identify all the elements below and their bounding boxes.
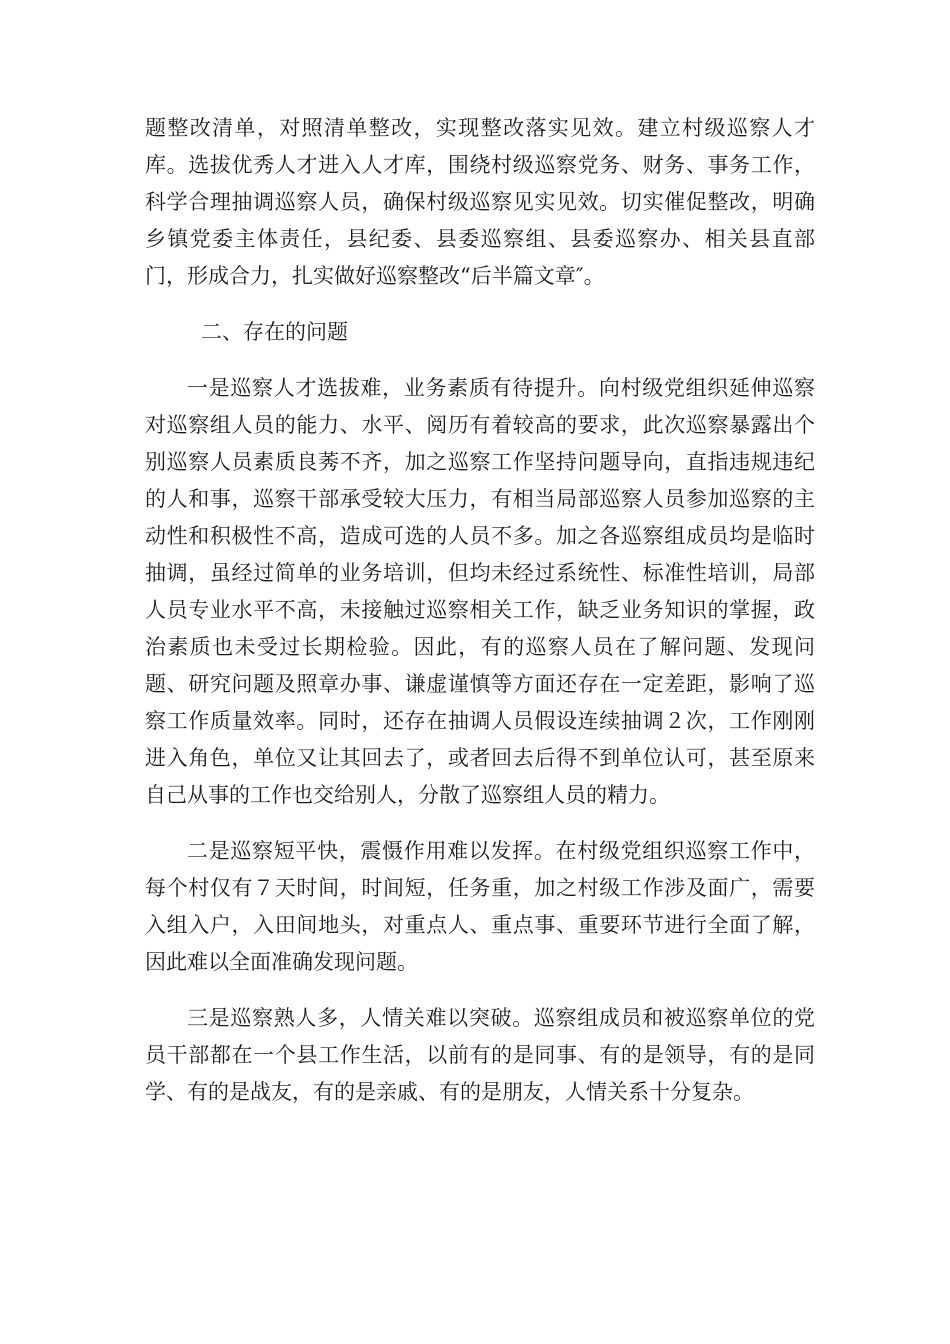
- paragraph-problem-three: 三是巡察熟人多，人情关难以突破。巡察组成员和被巡察单位的党员干部都在一个县工作生活，以前有的是同事、有的是领导，有的是同学、有的是战友，有的是亲戚、有的是朋友，人情关系十分复杂。: [145, 1006, 815, 1104]
- paragraph-problem-two: 二是巡察短平快，震慑作用难以发挥。在村级党组织巡察工作中，每个村仅有７天时间，时间短，任务重，加之村级工作涉及面广，需要入组入户，入田间地头，对重点人、重点事、重要环节进行全面了解，因此难以全面准确发现问题。: [145, 839, 815, 974]
- paragraph-problem-one: 一是巡察人才选拔难，业务素质有待提升。向村级党组织延伸巡察对巡察组人员的能力、水平、阅历有着较高的要求，此次巡察暴露出个别巡察人员素质良莠不齐，加之巡察工作坚持问题导向，直指违规违纪的人和事，巡察干部承受较大压力，有相当局部巡察人员参加巡察的主动性和积极性不高，造成可选的人员不多。加之各巡察组成员均是临时抽调，虽经过简单的业务培训，但均未经过系统性、标准性培训，局部人员专业水平不高，未接触过巡察相关工作，缺乏业务知识的掌握，政治素质也未受过长期检验。因此，有的巡察人员在了解问题、发现问题、研究问题及照章办事、谦虚谨慎等方面还存在一定差距，影响了巡察工作质量效率。同时，还存在抽调人员假设连续抽调２次，工作刚刚进入角色，单位又让其回去了，或者回去后得不到单位认可，甚至原来自己从事的工作也交给别人，分散了巡察组人员的精力。: [145, 376, 815, 807]
- document-body: [145, 110, 815, 1130]
- section-heading-existing-problems: 二、存在的问题: [201, 320, 348, 344]
- paragraph-rectification-continued: 题整改清单，对照清单整改，实现整改落实见效。建立村级巡察人才库。选拔优秀人才进入人才库，围绕村级巡察党务、财务、事务工作，科学合理抽调巡察人员，确保村级巡察见实见效。切实催促整改，明确乡镇党委主体责任，县纪委、县委巡察组、县委巡察办、相关县直部门，形成合力，扎实做好巡察整改“后半篇文章″。: [145, 116, 815, 288]
